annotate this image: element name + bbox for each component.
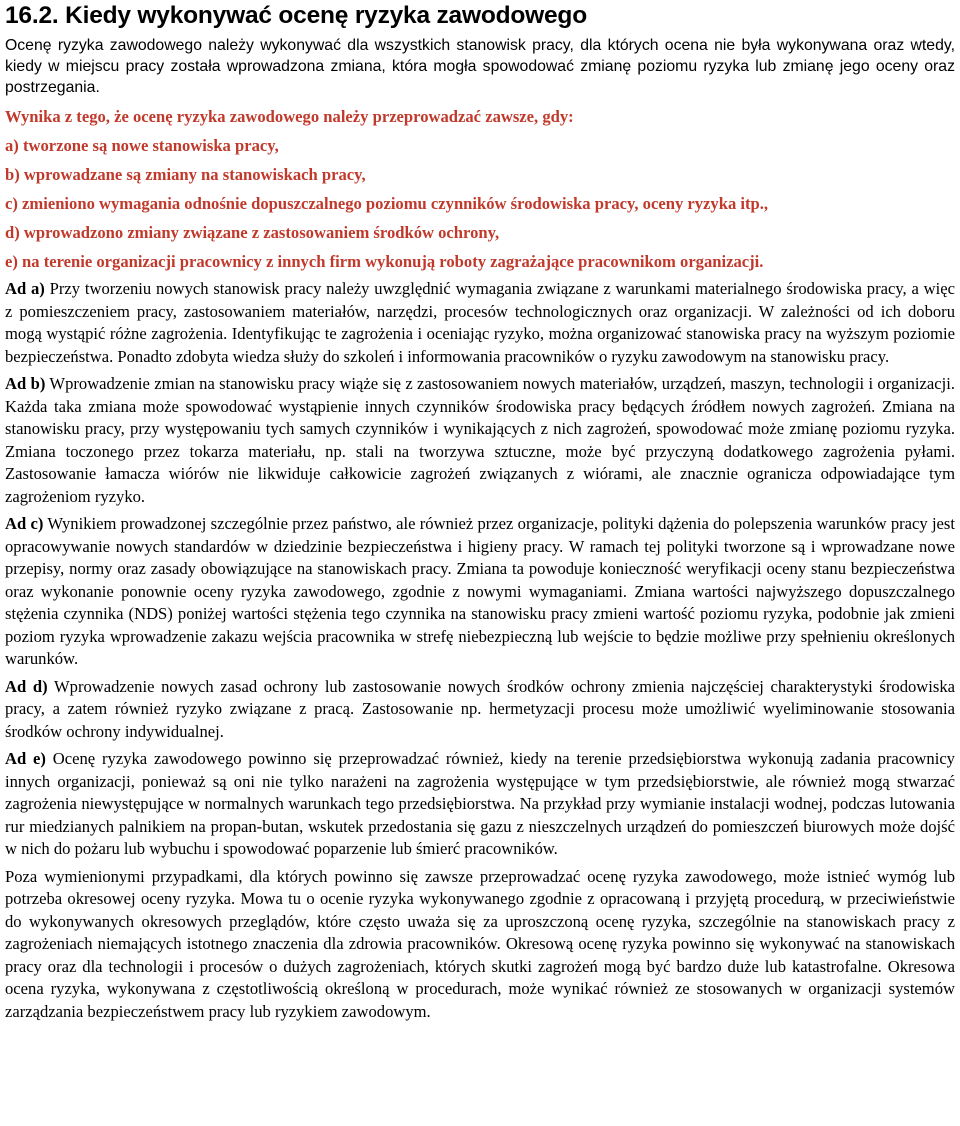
intro-paragraph: Ocenę ryzyka zawodowego należy wykonywać dla wszystkich stanowisk pracy, dla których ocena nie była wykonywana oraz wtedy, kiedy w miejscu pracy została wprowadzona zmiana, która mogła spowodować zmianę poziomu ryzyka lub zmianę jego oceny oraz postrzegania. <box>5 37 955 96</box>
section-ad-b <box>5 373 955 508</box>
section-ad-e <box>5 748 955 861</box>
ad-b-label: Ad b) <box>5 374 46 393</box>
section-ad-a <box>5 278 955 368</box>
condition-item-c: c) zmieniono wymagania odnośnie dopuszczalnego poziomu czynników środowiska pracy, oceny ryzyka itp., <box>5 194 769 213</box>
section-ad-c <box>5 513 955 671</box>
condition-item-e: e) na terenie organizacji pracownicy z innych firm wykonują roboty zagrażające pracownikom organizacji. <box>5 252 764 271</box>
ad-e-text: Ocenę ryzyka zawodowego powinno się przeprowadzać również, kiedy na terenie przedsiębiorstwa wykonują zadania pracownicy innych organizacji, ponieważ są oni nie tylko narażeni na zagrożenia występujące w tym przedsiębiorstwie, ale również mogą stwarzać zagrożenia niewystępujące w normalnych warunkach tego przedsiębiorstwa. Na przykład przy wymianie instalacji wodnej, podczas lutowania rur miedzianych palnikiem na propan-butan, wskutek przedostania się gazu z nieszczelnych urządzeń do pomieszczeń biurowych może dojść w nich do pożaru lub wybuchu i spowodować poparzenie lub śmierć pracowników. <box>5 749 955 858</box>
ad-c-text: Wynikiem prowadzonej szczególnie przez państwo, ale również przez organizacje, polityki dążenia do polepszenia warunków pracy jest opracowywanie nowych standardów w dziedzinie bezpieczeństwa i higieny pracy. W ramach tej polityki tworzone są i wprowadzane nowe przepisy, normy oraz zasady obowiązujące na stanowiskach pracy. Zmiana ta powoduje konieczność weryfikacji oceny stanu bezpieczeństwa oraz wykonanie ponownie oceny ryzyka zawodowego, zgodnie z nowymi wymaganiami. Zmiana wartości najwyższego dopuszczalnego stężenia czynnika (NDS) poniżej wartości stężenia tego czynnika na stanowisku pracy zmieni wartość poziomu ryzyka, podobnie jak zmieni poziom ryzyka wprowadzenie zakazu wejścia pracownika w strefę niebezpieczną lub wejście to będzie możliwe przy spełnieniu określonych warunków. <box>5 514 955 668</box>
condition-item-d: d) wprowadzono zmiany związane z zastosowaniem środków ochrony, <box>5 223 500 242</box>
condition-item-b: b) wprowadzane są zmiany na stanowiskach pracy, <box>5 165 366 184</box>
section-ad-d <box>5 676 955 744</box>
conditions-lead: Wynika z tego, że ocenę ryzyka zawodowego należy przeprowadzać zawsze, gdy: <box>5 107 574 126</box>
ad-b-text: Wprowadzenie zmian na stanowisku pracy wiąże się z zastosowaniem nowych materiałów, urządzeń, maszyn, technologii i organizacji. Każda taka zmiana może spowodować wystąpienie innych czynników środowiska pracy będących źródłem nowych zagrożeń. Zmiana na stanowisku pracy, przy występowaniu tych samych czynników i wynikających z nich zagrożeń, spowodować może zmianę poziomu ryzyka. Zmiana toczonego przez tokarza materiału, np. stali na tworzywa sztuczne, może być przyczyną dodatkowego zagrożenia pyłami. Zastosowanie łamacza wiórów nie likwiduje całkowicie zagrożeń związanych z wiórami, ale znacznie ogranicza odpowiadające tym zagrożeniom ryzyko. <box>5 374 955 506</box>
conditions-block <box>5 106 955 272</box>
ad-e-label: Ad e) <box>5 749 46 768</box>
ad-a-label: Ad a) <box>5 279 45 298</box>
ad-d-label: Ad d) <box>5 676 48 696</box>
section-heading: 16.2. Kiedy wykonywać ocenę ryzyka zawodowego <box>5 2 587 29</box>
closing-paragraph: Poza wymienionymi przypadkami, dla których powinno się zawsze przeprowadzać ocenę ryzyka zawodowego, może istnieć wymóg lub potrzeba okresowej oceny ryzyka. Mowa tu o ocenie ryzyka wykonywanego zgodnie z opracowaną i przyjętą procedurą, w przeciwieństwie do wykonywanych okresowych przeglądów, które często uważa się za uproszczoną ocenę ryzyka, szczególnie na stanowiskach pracy z zagrożeniach niemających istotnego znaczenia dla zdrowia pracowników. Okresową ocenę ryzyka powinno się wykonywać na stanowiskach pracy oraz dla technologii i procesów o dużych zagrożeniach, których skutki zagrożeń mogą być bardzo duże lub katastrofalne. Okresowa ocena ryzyka, wykonywana z częstotliwością określoną w procedurach, może wynikać również ze stosowanych w organizacji systemów zarządzania bezpieczeństwem pracy lub ryzykiem zawodowym. <box>5 866 955 1021</box>
condition-item-a: a) tworzone są nowe stanowiska pracy, <box>5 136 279 155</box>
ad-d-text: Wprowadzenie nowych zasad ochrony lub zastosowanie nowych środków ochrony zmienia najczęściej charakterystyki środowiska pracy, a zatem również ryzyko związane z pracą. Zastosowanie np. hermetyzacji procesu może umożliwić wyeliminowanie stosowania środków ochrony indywidualnej. <box>5 676 955 741</box>
ad-c-label: Ad c) <box>5 514 44 533</box>
document-page <box>5 0 955 1023</box>
ad-a-text: Przy tworzeniu nowych stanowisk pracy należy uwzględnić wymagania związane z warunkami materialnego środowiska pracy, a więc z pomieszczeniem pracy, zastosowaniem materiałów, narzędzi, procesów technologicznych oraz organizacji. W zależności od ich doboru mogą wystąpić różne zagrożenia. Identyfikując te zagrożenia i oceniając ryzyko, można organizować stanowiska pracy na wyższym poziomie bezpieczeństwa. Ponadto zdobyta wiedza służy do szkoleń i informowania pracowników o ryzyku zawodowym na stanowisku pracy. <box>5 279 956 366</box>
